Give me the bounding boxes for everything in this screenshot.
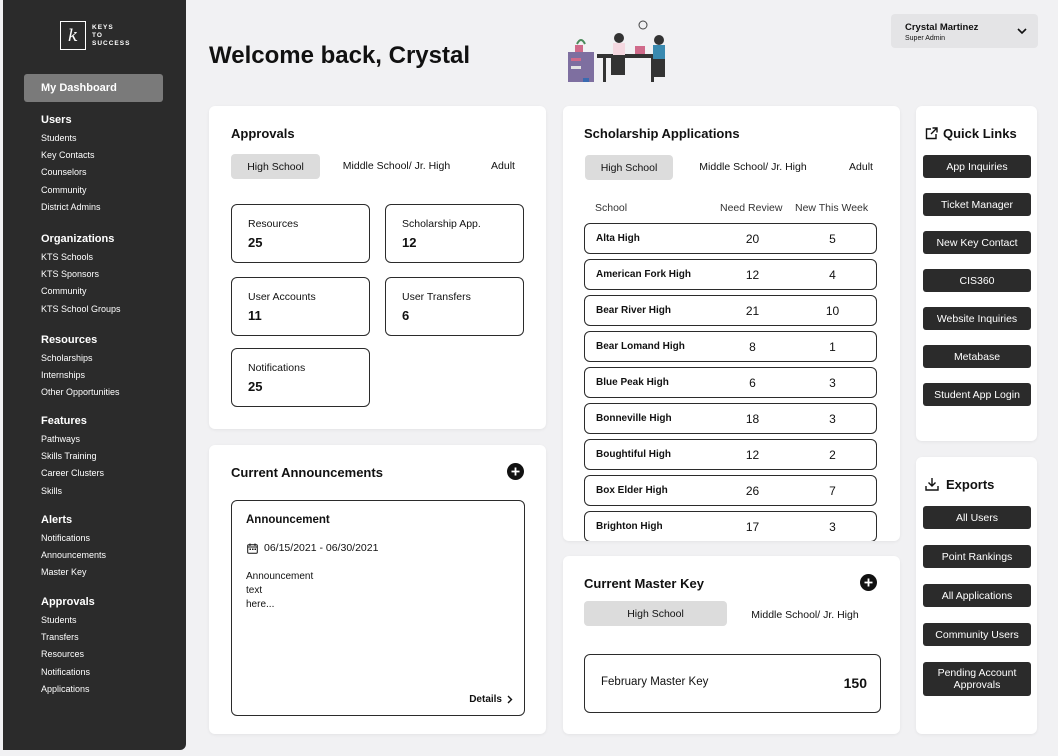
download-icon (925, 477, 939, 491)
stat-card-scholarship-app[interactable] (385, 204, 524, 263)
announcements-title: Current Announcements (231, 465, 383, 480)
stat-value: 6 (402, 308, 410, 323)
stat-value: 25 (248, 235, 263, 250)
export-point-rankings-button[interactable]: Point Rankings (923, 545, 1031, 568)
sidebar-item-kts-schools[interactable]: KTS Schools (41, 252, 94, 262)
external-link-icon (925, 127, 938, 140)
school-name: American Fork High (596, 269, 692, 280)
new-key-contact-button[interactable]: New Key Contact (923, 231, 1031, 254)
table-row[interactable] (584, 295, 877, 326)
nav-group-users (41, 114, 101, 218)
quick-links-title: Quick Links (943, 126, 1017, 141)
table-row[interactable] (584, 367, 877, 398)
announcement-heading: Announcement (246, 514, 330, 526)
tab-middle-school[interactable]: Middle School/ Jr. High (342, 159, 451, 172)
announcement-body: Announcement text here... (246, 571, 314, 610)
master-key-title: Current Master Key (584, 576, 704, 591)
school-name: Box Elder High (596, 485, 668, 496)
master-key-card (563, 556, 900, 734)
add-master-key-icon[interactable] (860, 574, 877, 591)
tab-high-school[interactable]: High School (584, 601, 727, 626)
logo-wordmark: KEYS TO SUCCESS (92, 23, 131, 47)
need-review-count: 20 (745, 232, 760, 246)
stat-label: User Transfers (402, 291, 471, 303)
stat-label: Scholarship App. (402, 218, 481, 230)
new-this-week-count: 3 (829, 376, 836, 390)
export-all-applications-button[interactable]: All Applications (923, 584, 1031, 607)
calendar-icon (247, 543, 258, 554)
nav-group-alerts (41, 514, 106, 584)
school-name: Bonneville High (596, 413, 672, 424)
student-app-login-button[interactable]: Student App Login (923, 383, 1031, 406)
details-link[interactable]: Details (469, 694, 513, 705)
nav-group-features (41, 415, 104, 502)
sidebar-item-internships[interactable]: Internships (41, 370, 86, 381)
website-inquiries-button[interactable]: Website Inquiries (923, 307, 1031, 330)
sidebar-item-key-contacts[interactable]: Key Contacts (41, 150, 95, 161)
sidebar-item-district-admins[interactable]: District Admins (41, 201, 101, 212)
need-review-count: 21 (745, 304, 760, 318)
stat-value: 25 (248, 379, 263, 394)
chevron-down-icon[interactable] (1016, 25, 1028, 37)
need-review-count: 12 (745, 448, 760, 462)
sidebar-item-counselors[interactable]: Counselors (41, 167, 87, 178)
column-header-new-this-week: New This Week (795, 202, 869, 214)
table-row[interactable] (584, 331, 877, 362)
sidebar-item-skills[interactable]: Skills (41, 485, 63, 496)
sidebar-item-approval-students[interactable]: Students (41, 615, 77, 625)
need-review-count: 17 (745, 520, 760, 534)
tab-adult[interactable]: Adult (849, 160, 873, 173)
stat-card-user-accounts[interactable] (231, 277, 370, 336)
master-key-value: 150 (843, 675, 867, 691)
stat-value: 11 (248, 308, 262, 323)
announcement-date-range: 06/15/2021 - 06/30/2021 (264, 542, 379, 554)
new-this-week-count: 2 (829, 448, 836, 462)
sidebar-item-notifications[interactable]: Notifications (41, 533, 91, 543)
column-header-school: School (595, 202, 628, 214)
tab-middle-school[interactable]: Middle School/ Jr. High (751, 608, 859, 621)
new-this-week-count: 3 (829, 412, 836, 426)
metabase-button[interactable]: Metabase (923, 345, 1031, 368)
school-name: Blue Peak High (596, 377, 669, 388)
nav-heading: Alerts (41, 514, 73, 526)
stat-value: 12 (402, 235, 417, 250)
export-pending-account-approvals-button[interactable]: Pending Account Approvals (923, 662, 1031, 696)
need-review-count: 12 (745, 268, 760, 282)
export-community-users-button[interactable]: Community Users (923, 623, 1031, 646)
user-menu[interactable] (891, 14, 1038, 48)
my-dashboard-button[interactable]: My Dashboard (24, 74, 163, 102)
need-review-count: 26 (745, 484, 760, 498)
chevron-right-icon (506, 695, 513, 704)
table-row[interactable] (584, 475, 877, 506)
table-row[interactable] (584, 511, 877, 541)
nav-heading: Users (41, 114, 72, 126)
school-name: Bear Lomand High (596, 341, 685, 352)
tab-high-school[interactable]: High School (585, 155, 673, 180)
table-row[interactable] (584, 259, 877, 290)
sidebar-item-skills-training[interactable]: Skills Training (41, 451, 97, 462)
new-this-week-count: 4 (829, 268, 836, 282)
approvals-title: Approvals (231, 126, 295, 141)
tab-high-school[interactable]: High School (231, 154, 320, 179)
master-key-item[interactable] (584, 654, 881, 713)
school-name: Brighton High (596, 521, 663, 532)
sidebar-item-pathways[interactable]: Pathways (41, 434, 81, 444)
new-this-week-count: 3 (829, 520, 836, 534)
team-illustration (563, 18, 683, 86)
need-review-count: 6 (749, 376, 756, 390)
nav-heading: Features (41, 415, 87, 427)
sidebar (3, 0, 186, 750)
nav-group-resources (41, 334, 120, 404)
user-name: Crystal Martinez (905, 22, 979, 33)
exports-title: Exports (946, 477, 995, 492)
sidebar-item-kts-sponsors[interactable]: KTS Sponsors (41, 269, 100, 280)
tab-middle-school[interactable]: Middle School/ Jr. High (699, 160, 807, 173)
sidebar-item-other-opportunities[interactable]: Other Opportunities (41, 387, 120, 398)
announcement-card[interactable] (231, 500, 525, 716)
tab-adult[interactable]: Adult (491, 159, 515, 172)
exports-card (916, 457, 1037, 734)
master-key-label: February Master Key (601, 676, 709, 688)
user-role: Super Admin (905, 35, 946, 42)
table-row[interactable] (584, 439, 877, 470)
page-title: Welcome back, Crystal (209, 42, 471, 69)
scholarship-table (584, 223, 878, 541)
school-name: Bear River High (596, 305, 672, 316)
approvals-card (209, 106, 546, 429)
new-this-week-count: 7 (829, 484, 836, 498)
ticket-manager-button[interactable]: Ticket Manager (923, 193, 1031, 216)
sidebar-item-career-clusters[interactable]: Career Clusters (41, 468, 105, 479)
stat-label: User Accounts (248, 291, 316, 303)
school-name: Alta High (596, 233, 640, 244)
sidebar-item-approval-notifications[interactable]: Notifications (41, 666, 91, 677)
sidebar-item-community[interactable]: Community (41, 184, 87, 195)
sidebar-item-approval-applications[interactable]: Applications (41, 683, 90, 694)
need-review-count: 18 (745, 412, 760, 426)
sidebar-item-kts-school-groups[interactable]: KTS School Groups (41, 303, 121, 314)
app-inquiries-button[interactable]: App Inquiries (923, 155, 1031, 178)
scholarships-title: Scholarship Applications (584, 126, 740, 141)
sidebar-item-announcements[interactable]: Announcements (41, 550, 107, 561)
nav-heading: Approvals (41, 596, 95, 608)
stat-label: Notifications (248, 362, 306, 374)
nav-heading: Resources (41, 334, 98, 346)
need-review-count: 8 (749, 340, 756, 354)
brand-logo[interactable] (60, 21, 130, 50)
export-all-users-button[interactable]: All Users (923, 506, 1031, 529)
new-this-week-count: 10 (825, 304, 840, 318)
nav-heading: Organizations (41, 233, 115, 245)
new-this-week-count: 5 (829, 232, 836, 246)
stat-card-user-transfers[interactable] (385, 277, 524, 336)
sidebar-item-master-key[interactable]: Master Key (41, 567, 87, 578)
school-name: Boughtiful High (596, 449, 671, 460)
nav-group-organizations (41, 233, 121, 320)
sidebar-item-approval-resources[interactable]: Resources (41, 649, 85, 660)
stat-label: Resources (248, 218, 299, 230)
nav-group-approvals (41, 596, 95, 700)
add-announcement-icon[interactable] (507, 463, 524, 480)
announcements-card (209, 445, 546, 734)
sidebar-item-approval-transfers[interactable]: Transfers (41, 632, 79, 643)
stat-card-resources[interactable] (231, 204, 370, 263)
table-row[interactable] (584, 403, 877, 434)
column-header-need-review: Need Review (720, 202, 783, 214)
scholarship-applications-card (563, 106, 900, 541)
stat-card-notifications[interactable] (231, 348, 370, 407)
sidebar-item-scholarships[interactable]: Scholarships (41, 353, 93, 363)
new-this-week-count: 1 (829, 340, 836, 354)
cis360-button[interactable]: CIS360 (923, 269, 1031, 292)
table-row[interactable] (584, 223, 877, 254)
sidebar-item-students[interactable]: Students (41, 133, 77, 143)
logo-mark: k (60, 21, 86, 50)
sidebar-item-org-community[interactable]: Community (41, 286, 87, 297)
quick-links-card (916, 106, 1037, 441)
